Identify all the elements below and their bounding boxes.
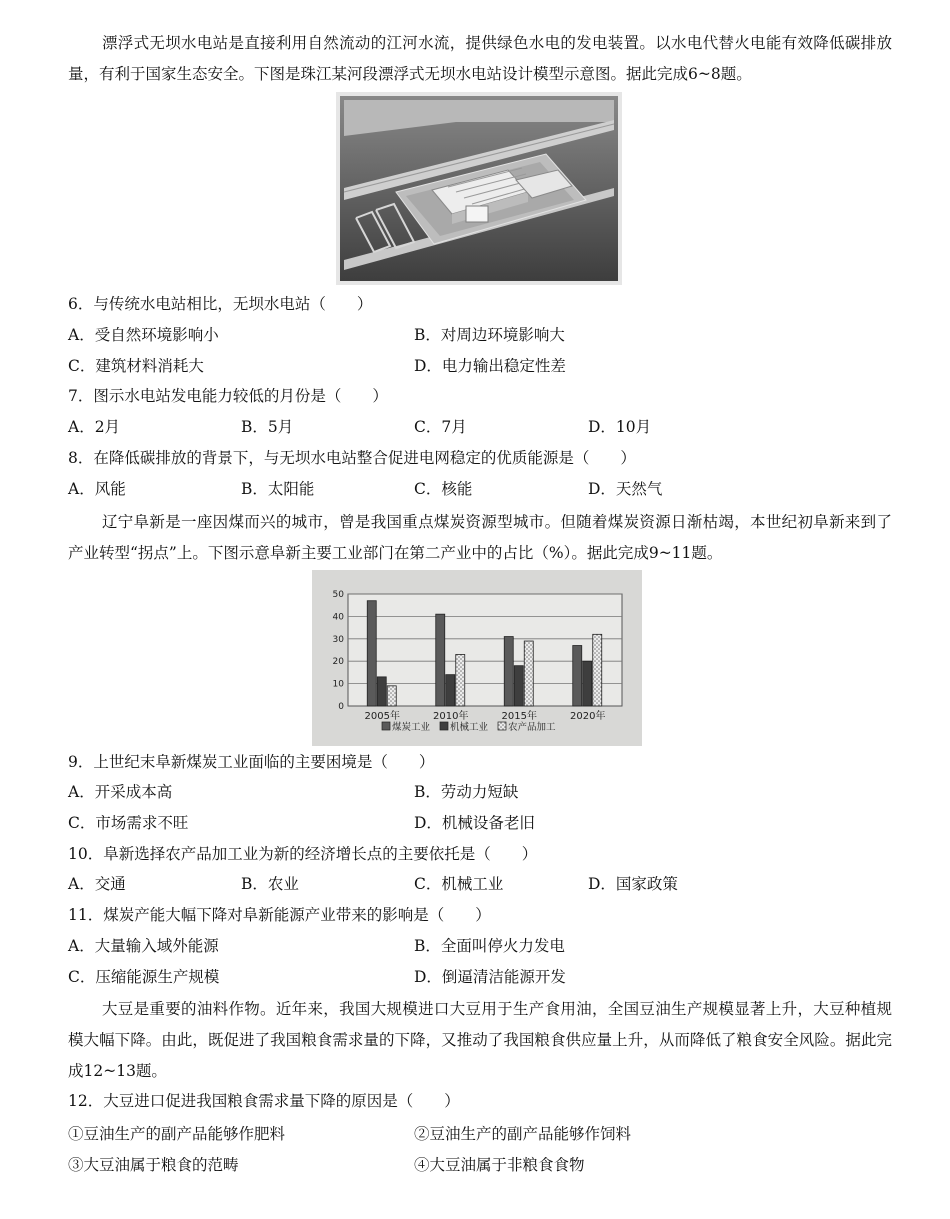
q6-option-c[interactable]: C．建筑材料消耗大 (68, 357, 204, 375)
q6-option-d[interactable]: D．电力输出稳定性差 (414, 357, 566, 375)
q9-option-d[interactable]: D．机械设备老旧 (414, 814, 535, 832)
q9-option-b[interactable]: B．劳动力短缺 (414, 783, 519, 801)
bar-机械工业-2020年 (583, 661, 592, 706)
q11-option-a[interactable]: A．大量输入域外能源 (68, 937, 219, 955)
bar-机械工业-2010年 (446, 675, 455, 706)
bar-煤炭工业-2005年 (367, 601, 376, 706)
industry-share-chart (312, 570, 642, 746)
q6-stem: 6．与传统水电站相比，无坝水电站（ ） (68, 295, 373, 313)
q7-option-b[interactable]: B．5月 (241, 418, 294, 436)
x-tick-label: 2010年 (433, 711, 469, 722)
q11-stem: 11．煤炭产能大幅下降对阜新能源产业带来的影响是（ ） (68, 906, 491, 924)
y-tick-label: 50 (332, 590, 344, 600)
q8-option-c[interactable]: C．核能 (414, 480, 473, 498)
q9-option-a[interactable]: A．开采成本高 (68, 783, 173, 801)
bar-煤炭工业-2010年 (436, 614, 445, 706)
y-tick-label: 30 (332, 634, 344, 645)
bar-农产品加工-2005年 (387, 686, 396, 706)
x-tick-label: 2005年 (364, 711, 400, 722)
q8-option-d[interactable]: D．天然气 (588, 480, 663, 498)
bar-机械工业-2005年 (377, 677, 386, 706)
q11-option-b[interactable]: B．全面叫停火力发电 (414, 937, 565, 955)
q12-option-4[interactable]: ④大豆油属于非粮食食物 (414, 1156, 585, 1174)
legend-swatch (440, 722, 448, 730)
legend-label: 煤炭工业 (392, 722, 431, 733)
q10-option-c[interactable]: C．机械工业 (414, 875, 504, 893)
hydropower-model-image (336, 92, 622, 285)
q9-stem: 9．上世纪末阜新煤炭工业面临的主要困境是（ ） (68, 753, 435, 771)
y-tick-label: 40 (332, 612, 344, 623)
legend-label: 机械工业 (450, 722, 489, 733)
q6-option-a[interactable]: A．受自然环境影响小 (68, 326, 219, 344)
q8-option-a[interactable]: A．风能 (68, 480, 126, 498)
q9-option-c[interactable]: C．市场需求不旺 (68, 814, 189, 832)
q10-option-a[interactable]: A．交通 (68, 875, 126, 893)
q8-stem: 8．在降低碳排放的背景下，与无坝水电站整合促进电网稳定的优质能源是（ ） (68, 449, 636, 467)
bar-农产品加工-2020年 (593, 634, 602, 706)
q11-option-c[interactable]: C．压缩能源生产规模 (68, 968, 220, 986)
y-tick-label: 20 (332, 657, 344, 668)
bar-机械工业-2015年 (514, 666, 523, 706)
q7-option-a[interactable]: A．2月 (68, 418, 121, 436)
q12-option-2[interactable]: ②豆油生产的副产品能够作饲料 (414, 1125, 632, 1143)
x-tick-label: 2015年 (501, 711, 537, 722)
q12-option-1[interactable]: ①豆油生产的副产品能够作肥料 (68, 1125, 286, 1143)
x-tick-label: 2020年 (570, 711, 606, 722)
q8-option-b[interactable]: B．太阳能 (241, 480, 315, 498)
intro-soybean: 大豆是重要的油料作物。近年来，我国大规模进口大豆用于生产食用油，全国豆油生产规模显著上升，大豆种植规模大幅下降。由此，既促进了我国粮食需求量的下降，又推动了我国粮食供应量上升，从而降低了粮食安全风险。据此完成12~13题。 (68, 1000, 892, 1080)
q7-option-d[interactable]: D．10月 (588, 418, 652, 436)
intro-hydropower: 漂浮式无坝水电站是直接利用自然流动的江河水流，提供绿色水电的发电装置。以水电代替火电能有效降低碳排放量，有利于国家生态安全。下图是珠江某河段漂浮式无坝水电站设计模型示意图。据此完成6~8题。 (68, 34, 892, 83)
q12-stem: 12．大豆进口促进我国粮食需求量下降的原因是（ ） (68, 1092, 460, 1110)
bar-煤炭工业-2020年 (573, 646, 582, 706)
legend-swatch (382, 722, 390, 730)
q7-option-c[interactable]: C．7月 (414, 418, 467, 436)
q10-option-d[interactable]: D．国家政策 (588, 875, 678, 893)
q10-stem: 10．阜新选择农产品加工业为新的经济增长点的主要依托是（ ） (68, 845, 538, 863)
intro-fuxin: 辽宁阜新是一座因煤而兴的城市，曾是我国重点煤炭资源型城市。但随着煤炭资源日渐枯竭，本世纪初阜新来到了产业转型“拐点”上。下图示意阜新主要工业部门在第二产业中的占比（%）。据此完成9~11题。 (68, 513, 892, 562)
q11-option-d[interactable]: D．倒逼清洁能源开发 (414, 968, 566, 986)
q7-stem: 7．图示水电站发电能力较低的月份是（ ） (68, 387, 388, 405)
bar-农产品加工-2015年 (524, 641, 533, 706)
legend-label: 农产品加工 (508, 722, 556, 733)
legend-swatch (498, 722, 506, 730)
q12-option-3[interactable]: ③大豆油属于粮食的范畴 (68, 1156, 239, 1174)
q6-option-b[interactable]: B．对周边环境影响大 (414, 326, 565, 344)
hydropower-model-illustration (336, 92, 622, 285)
y-tick-label: 10 (332, 679, 344, 690)
bar-煤炭工业-2015年 (504, 637, 513, 706)
industry-share-bar-chart (312, 570, 642, 746)
y-tick-label: 0 (338, 702, 344, 712)
bar-农产品加工-2010年 (456, 654, 465, 706)
q10-option-b[interactable]: B．农业 (241, 875, 299, 893)
